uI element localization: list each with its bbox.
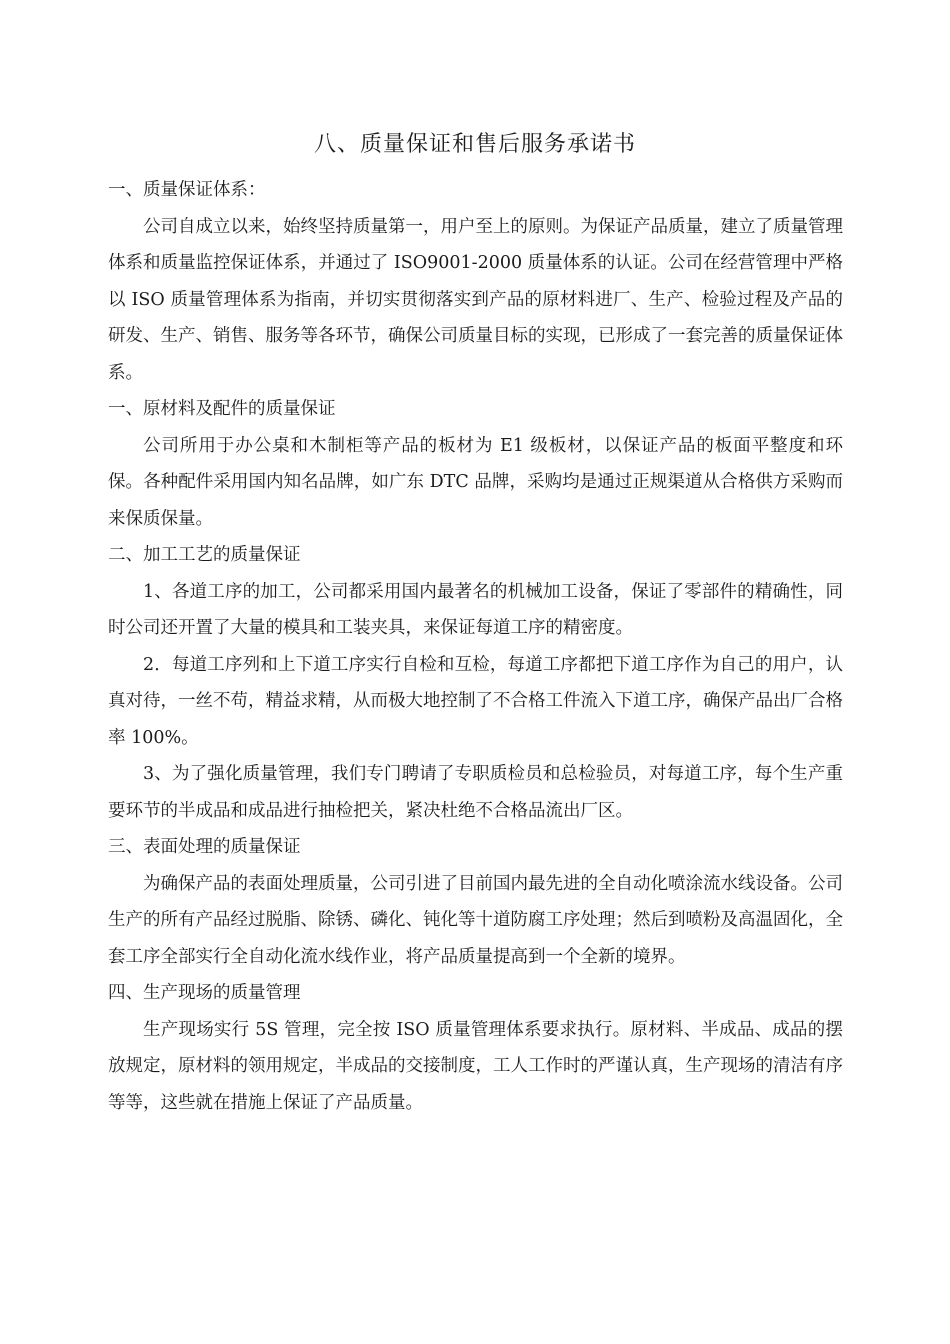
paragraph: 公司自成立以来，始终坚持质量第一，用户至上的原则。为保证产品质量，建立了质量管理体系和质量监控保证体系，并通过了 ISO9001-2000 质量体系的认证。公司在经营管理中严格以 ISO 质量管理体系为指南，并切实贯彻落实到产品的原材料进厂、生产、检验过程及产品的研发、生产、销售、服务等各环节，确保公司质量目标的实现，已形成了一套完善的质量保证体系。 <box>108 216 843 383</box>
paragraph: 1、各道工序的加工，公司都采用国内最著名的机械加工设备，保证了零部件的精确性，同时公司还开置了大量的模具和工装夹具，来保证每道工序的精密度。 <box>108 581 843 638</box>
section-heading: 一、质量保证体系： <box>108 180 266 200</box>
section-raw-materials <box>108 391 843 537</box>
section-heading: 三、表面处理的质量保证 <box>108 837 301 857</box>
section-heading: 一、原材料及配件的质量保证 <box>108 399 336 419</box>
document-title: 八、质量保证和售后服务承诺书 <box>313 132 636 157</box>
document-body <box>108 172 843 1121</box>
paragraph: 2．每道工序列和上下道工序实行自检和互检，每道工序都把下道工序作为自己的用户，认真对待，一丝不苟，精益求精，从而极大地控制了不合格工件流入下道工序，确保产品出厂合格率 100%。 <box>108 654 843 748</box>
paragraph: 生产现场实行 5S 管理，完全按 ISO 质量管理体系要求执行。原材料、半成品、成品的摆放规定，原材料的领用规定，半成品的交接制度，工人工作时的严谨认真，生产现场的清洁有序等等，这些就在措施上保证了产品质量。 <box>108 1019 843 1113</box>
paragraph: 3、为了强化质量管理，我们专门聘请了专职质检员和总检验员，对每道工序，每个生产重要环节的半成品和成品进行抽检把关，紧决杜绝不合格品流出厂区。 <box>108 764 843 821</box>
section-heading: 二、加工工艺的质量保证 <box>108 545 301 565</box>
section-production-site <box>108 975 843 1121</box>
section-heading: 四、生产现场的质量管理 <box>108 983 301 1003</box>
paragraph: 为确保产品的表面处理质量，公司引进了目前国内最先进的全自动化喷涂流水线设备。公司生产的所有产品经过脱脂、除锈、磷化、钝化等十道防腐工序处理；然后到喷粉及高温固化，全套工序全部实行全自动化流水线作业，将产品质量提高到一个全新的境界。 <box>108 873 843 967</box>
section-surface-treatment <box>108 829 843 975</box>
section-processing <box>108 537 843 829</box>
paragraph: 公司所用于办公桌和木制柜等产品的板材为 E1 级板材，以保证产品的板面平整度和环保。各种配件采用国内知名品牌，如广东 DTC 品牌，采购均是通过正规渠道从合格供方采购而来保质保量。 <box>108 435 843 529</box>
section-quality-system <box>108 172 843 391</box>
